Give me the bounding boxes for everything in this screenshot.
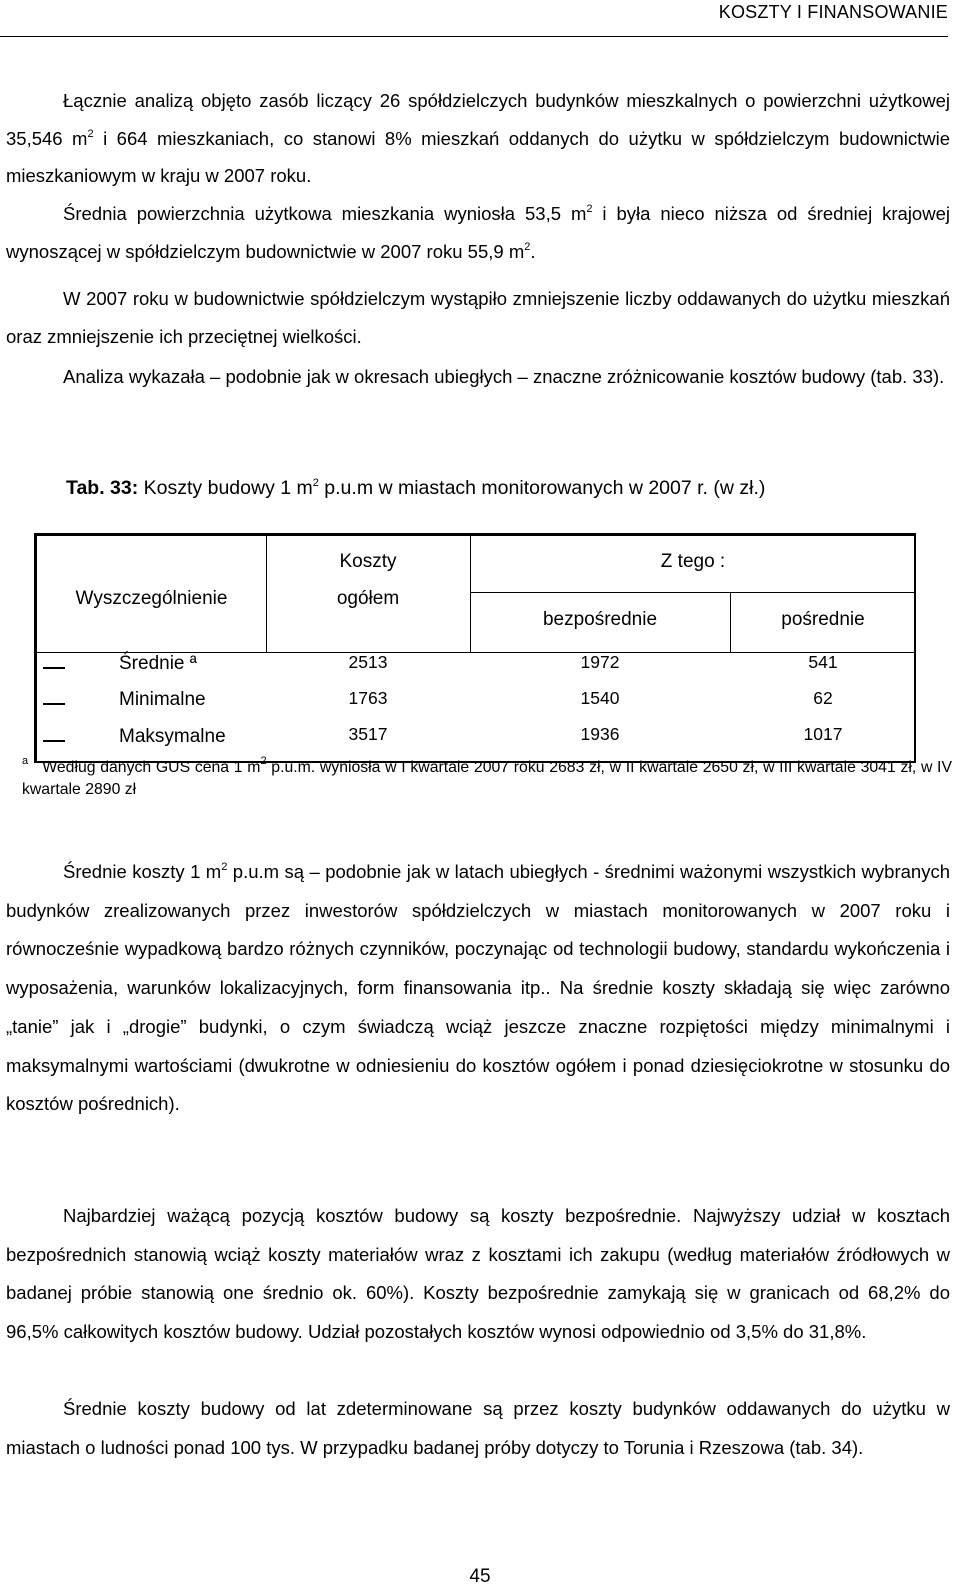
row-dash (43, 667, 65, 669)
header-total-line-2: ogółem (336, 588, 400, 609)
paragraph-5-sup: 2 (221, 861, 228, 873)
cell-total: 1763 (348, 688, 388, 708)
paragraph-2 (6, 195, 950, 270)
cell-indirect: 541 (808, 652, 838, 672)
paragraph-4 (6, 358, 950, 396)
table-footnote (22, 757, 952, 801)
paragraph-7 (6, 1390, 950, 1467)
cell-total: 2513 (348, 652, 388, 672)
table-divider (470, 592, 916, 593)
header-total-line-1: Koszty (339, 551, 397, 572)
paragraph-1-text-b: i 664 mieszkaniach, co stanowi 8% mieszkań oddanych do użytku w spółdzielczym budownictwie mieszkaniowym w kraju w 2007 roku. (6, 127, 951, 186)
row-label: Minimalne (119, 689, 206, 710)
page-header (0, 0, 948, 37)
header-title: KOSZTY I FINANSOWANIE (718, 2, 948, 22)
footnote-mark: a (22, 755, 29, 767)
row-label: Maksymalne (119, 726, 226, 747)
paragraph-7-text: Średnie koszty budowy od lat zdeterminowane są przez koszty budynków oddawanych do użytku w miastach o ludności ponad 100 tys. W przypadku badanej próby dotyczy to Torunia i Rzeszowa (tab. 34). (6, 1398, 950, 1458)
row-dash (43, 703, 65, 705)
cell-direct: 1936 (580, 724, 620, 744)
table-caption-label: Tab. 33: (66, 477, 139, 499)
row-label: Średnie ª (119, 653, 197, 674)
footnote-sup: 2 (260, 755, 267, 767)
cell-indirect: 62 (813, 688, 833, 708)
table-caption-text-a: Koszty budowy 1 m (138, 477, 313, 499)
paragraph-5-text-b: p.u.m są – podobnie jak w latach ubiegłych - średnimi ważonymi wszystkich wybranych budynków zrealizowanych przez inwestorów spółdzielczych w miastach monitorowanych w 2007 roku i równocześnie wypadkową bardzo różnych czynników, poczynając od technologii budowy, standardu wykończenia i wyposażenia, warunków lokalizacyjnych, form finansowania itp.. Na średnie koszty składają się więc zarówno „tanie” jak i „drogie” budynki, o czym świadczą wciąż jeszcze znaczne rozpiętości między minimalnymi i maksymalnymi wartościami (dwukrotne w odniesieniu do kosztów ogółem i ponad dziesięciokrotne w stosunku do kosztów pośrednich). (6, 861, 950, 1115)
paragraph-2-sup-2: 2 (524, 240, 531, 253)
cell-indirect: 1017 (803, 724, 843, 744)
paragraph-2-text-a: Średnia powierzchnia użytkowa mieszkania wyniosła 53,5 m (63, 203, 587, 224)
cell-total: 3517 (348, 724, 388, 744)
header-indirect: pośrednie (781, 609, 865, 630)
cell-direct: 1540 (580, 688, 620, 708)
paragraph-1 (6, 82, 950, 195)
footnote-text-b: p.u.m. wyniosła w I kwartale 2007 roku 2683 zł, w II kwartale 2650 zł, w III kwartale 3041 zł, w IV kwartale 2890 zł (22, 759, 952, 798)
paragraph-6 (6, 1197, 950, 1352)
paragraph-2-text-c: . (530, 240, 536, 262)
header-direct: bezpośrednie (542, 609, 658, 630)
cost-table (34, 533, 916, 763)
paragraph-5 (6, 853, 950, 1124)
paragraph-1-text-a: Łącznie analizą objęto zasób liczący 26 spółdzielczych budynków mieszkalnych o powierzchni użytkowej 35,546 m (6, 90, 950, 149)
paragraph-3-text: W 2007 roku w budownictwie spółdzielczym wystąpiło zmniejszenie liczby oddawanych do użytku mieszkań oraz zmniejszenie ich przeciętnej wielkości. (6, 288, 950, 347)
table-caption-sup: 2 (312, 477, 319, 489)
paragraph-5-text-a: Średnie koszty 1 m (63, 861, 222, 882)
header-group: Z tego : (660, 551, 726, 572)
footnote-text-a: Według danych GUS cena 1 m (37, 759, 261, 776)
row-dash (43, 740, 65, 742)
paragraph-2-sup-1: 2 (586, 203, 593, 215)
table-caption (66, 477, 765, 500)
paragraph-6-text: Najbardziej ważącą pozycją kosztów budowy są koszty bezpośrednie. Najwyższy udział w kosztach bezpośrednich stanowią wciąż koszty materiałów wraz z kosztami ich zakupu (według materiałów źródłowych w badanej próbie stanowią one średnio ok. 60%). Koszty bezpośrednie zamykają się w granicach od 68,2% do 96,5% całkowitych kosztów budowy. Udział pozostałych kosztów wynosi odpowiednio od 3,5% do 31,8%. (6, 1205, 950, 1343)
table-caption-text-b: p.u.m w miastach monitorowanych w 2007 r. (w zł.) (318, 477, 766, 499)
paragraph-1-sup: 2 (87, 127, 94, 140)
page-number: 45 (469, 1566, 491, 1587)
paragraph-4-text: Analiza wykazała – podobnie jak w okresach ubiegłych – znaczne zróżnicowanie kosztów budowy (tab. 33). (63, 366, 945, 387)
header-item: Wyszczególnienie (75, 588, 228, 609)
cell-direct: 1972 (580, 652, 620, 672)
paragraph-2-text-b: i była nieco niższa od średniej krajowej wynoszącej w spółdzielczym budownictwie w 2007 roku 55,9 m (6, 203, 950, 262)
paragraph-3 (6, 280, 950, 355)
